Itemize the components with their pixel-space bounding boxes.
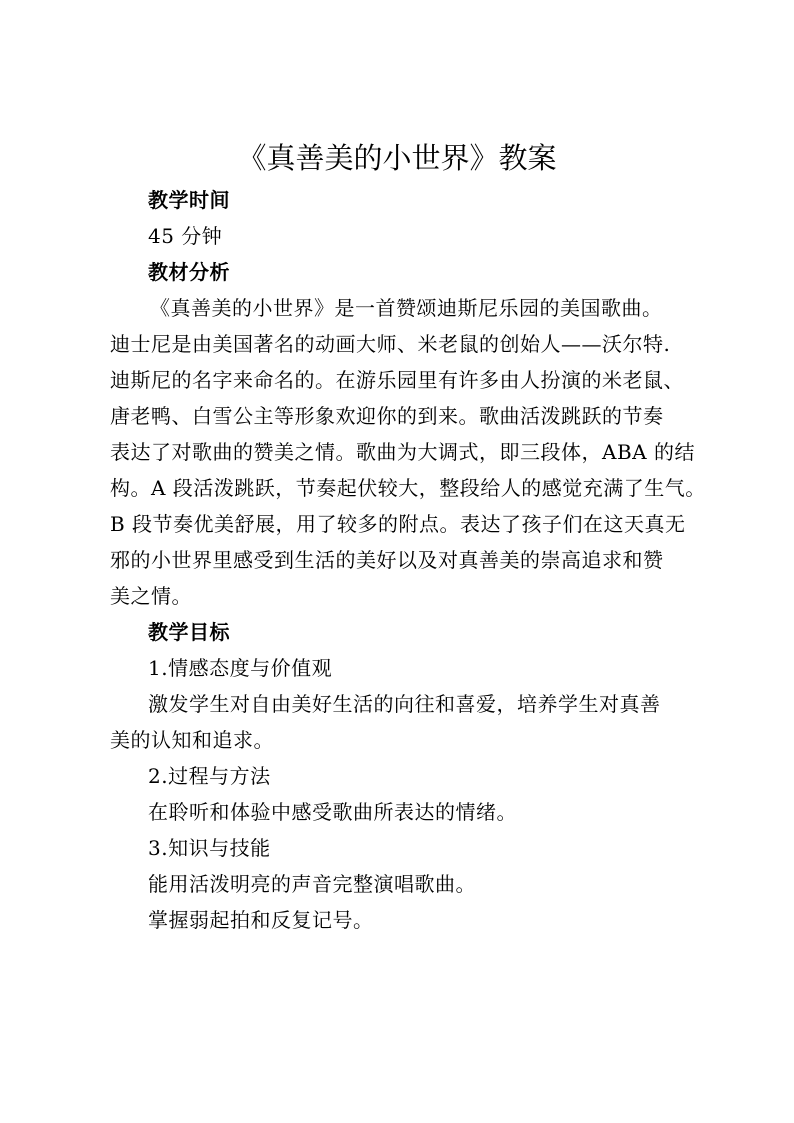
paragraph-line: 激发学生对自由美好生活的向往和喜爱，培养学生对真善	[148, 692, 661, 716]
goal-title-1: 1.情感态度与价值观	[148, 656, 333, 680]
time-value: 45 分钟	[148, 224, 223, 248]
paragraph-line: 美的认知和追求。	[110, 728, 274, 752]
goal-title-3: 3.知识与技能	[148, 836, 271, 860]
paragraph-line: 在聆听和体验中感受歌曲所表达的情绪。	[148, 800, 517, 824]
page-title: 《真善美的小世界》教案	[237, 141, 557, 175]
paragraph-line: 唐老鸭、白雪公主等形象欢迎你的到来。歌曲活泼跳跃的节奏	[110, 404, 664, 428]
paragraph-line: 能用活泼明亮的声音完整演唱歌曲。	[148, 872, 476, 896]
paragraph-line: 构。A 段活泼跳跃，节奏起伏较大，整段给人的感觉充满了生气。	[110, 476, 706, 500]
paragraph-line: 迪斯尼的名字来命名的。在游乐园里有许多由人扮演的米老鼠、	[110, 368, 684, 392]
section-heading-analysis: 教材分析	[148, 260, 230, 284]
paragraph-line: B 段节奏优美舒展，用了较多的附点。表达了孩子们在这天真无	[110, 512, 686, 536]
paragraph-line: 邪的小世界里感受到生活的美好以及对真善美的崇高追求和赞	[110, 548, 664, 572]
paragraph-line: 掌握弱起拍和反复记号。	[148, 908, 374, 932]
goal-title-2: 2.过程与方法	[148, 764, 271, 788]
paragraph-line: 美之情。	[110, 584, 192, 608]
paragraph-line: 迪士尼是由美国著名的动画大师、米老鼠的创始人——沃尔特.	[110, 332, 671, 356]
paragraph-line: 表达了对歌曲的赞美之情。歌曲为大调式，即三段体，ABA 的结	[110, 440, 695, 464]
document-body	[110, 182, 706, 938]
section-heading-time: 教学时间	[148, 188, 230, 212]
paragraph-line: 《真善美的小世界》是一首赞颂迪斯尼乐园的美国歌曲。	[150, 296, 663, 320]
section-heading-goals: 教学目标	[148, 620, 230, 644]
